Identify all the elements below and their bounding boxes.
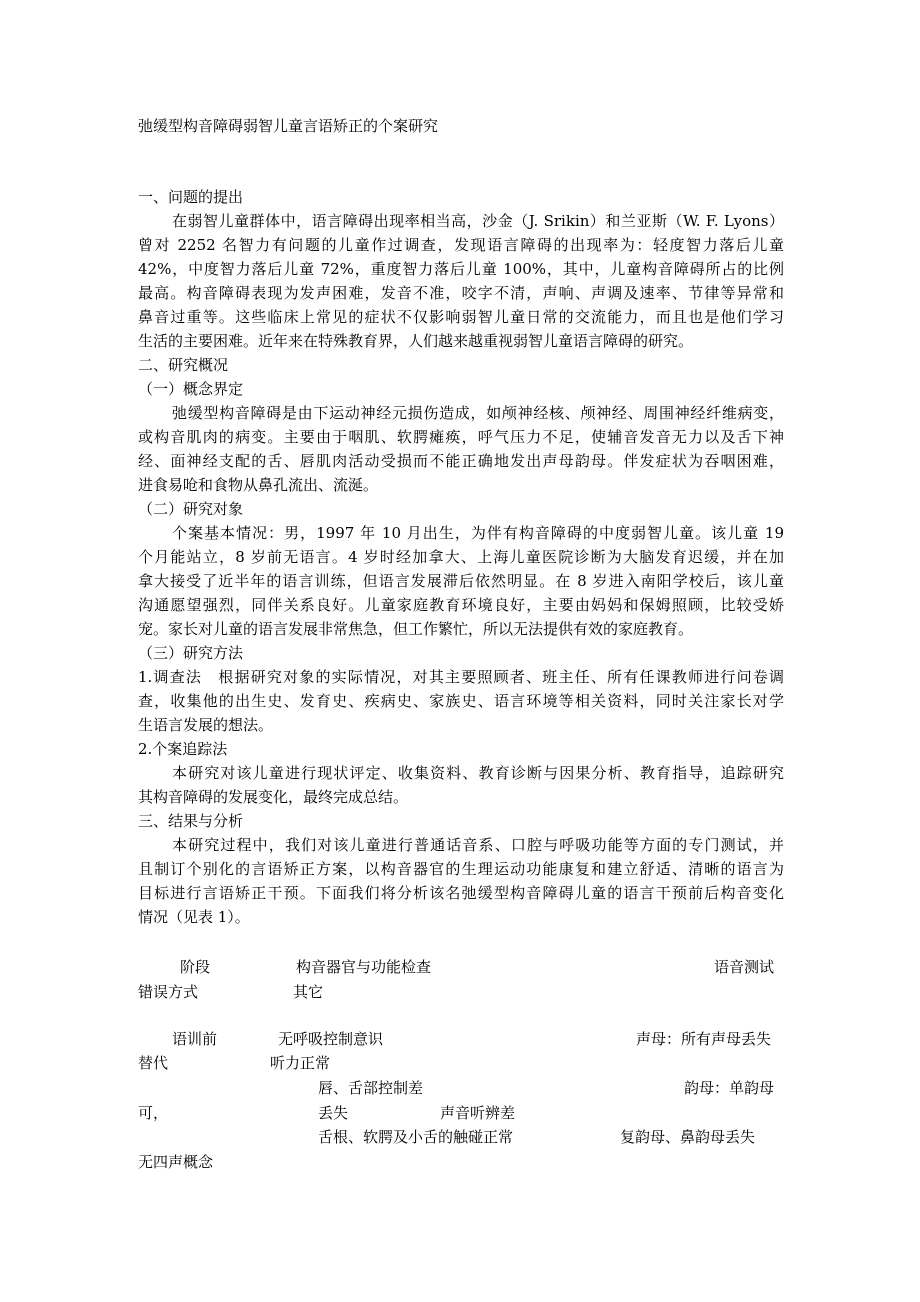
table-cell-organ: 无呼吸控制意识 [278,1030,384,1048]
paragraph-line: 最高。构音障碍表现为发声困难，发音不准，咬字不清，声响、声调及速率、节律等异常和 [138,284,784,302]
paragraph-line: 42%，中度智力落后儿童 72%，重度智力落后儿童 100%，其中，儿童构音障碍所占的比例 [138,260,784,278]
subsection-1-heading: （一）概念界定 [138,380,244,398]
table-cell-other: 声音听辨差 [440,1104,516,1122]
table-cell-organ: 唇、舌部控制差 [318,1079,424,1097]
table-cell-error: 丢失 [318,1104,349,1122]
paragraph-line: 本研究过程中，我们对该儿童进行普通话音系、口腔与呼吸功能等方面的专门测试，并 [172,836,784,854]
subsection-2-heading: （二）研究对象 [138,500,244,518]
paragraph-line: 1.调查法 根据研究对象的实际情况，对其主要照顾者、班主任、所有任课教师进行问卷调 [138,668,784,686]
paragraph-line: 情况（见表 1）。 [138,908,250,926]
table-header-error-type: 错误方式 [138,983,199,1001]
section-3-heading: 三、结果与分析 [138,812,244,830]
table-cell-speech: 复韵母、鼻韵母丢失 [620,1128,756,1146]
paragraph-line: 或构音肌肉的病变。主要由于咽肌、软腭瘫痪，呼气压力不足，使辅音发音无力以及舌下神 [138,428,784,446]
table-header-speech-test: 语音测试 [714,958,775,976]
table-header-other: 其它 [293,983,324,1001]
paragraph-line: 宠。家长对儿童的语言发展非常焦急，但工作繁忙，所以无法提供有效的家庭教育。 [138,620,694,638]
table-header-stage: 阶段 [180,958,211,976]
table-cell-other: 无四声概念 [138,1153,214,1171]
paragraph-line: 经、面神经支配的舌、唇肌肉活动受损而不能正确地发出声母韵母。伴发症状为吞咽困难， [138,452,784,470]
document-title: 弛缓型构音障碍弱智儿童言语矫正的个案研究 [138,117,439,135]
paragraph-line: 曾对 2252 名智力有问题的儿童作过调查，发现语言障碍的出现率为：轻度智力落后儿童 [138,236,784,254]
paragraph-line: 且制订个别化的言语矫正方案，以构音器官的生理运动功能康复和建立舒适、清晰的语言为 [138,860,784,878]
paragraph-line: 查，收集他的出生史、发育史、疾病史、家族史、语言环境等相关资料，同时关注家长对学 [138,692,784,710]
table-cell-speech: 韵母：单韵母 [684,1079,775,1097]
paragraph-line: 拿大接受了近半年的语言训练，但语言发展滞后依然明显。在 8 岁进入南阳学校后，该儿童 [138,572,784,590]
table-cell-other: 听力正常 [270,1054,331,1072]
section-1-heading: 一、问题的提出 [138,188,244,206]
table-cell-organ: 舌根、软腭及小舌的触碰正常 [318,1128,514,1146]
paragraph-line: 生活的主要困难。近年来在特殊教育界，人们越来越重视弱智儿童语言障碍的研究。 [138,332,694,350]
table-cell-error: 可， [138,1104,169,1122]
paragraph-line: 目标进行言语矫正干预。下面我们将分析该名弛缓型构音障碍儿童的语言干预前后构音变化 [138,884,784,902]
paragraph-line: 本研究对该儿童进行现状评定、收集资料、教育诊断与因果分析、教育指导，追踪研究 [172,764,784,782]
method-2-heading: 2.个案追踪法 [138,740,228,758]
table-header-organ-check: 构音器官与功能检查 [296,958,432,976]
paragraph-line: 进食易呛和食物从鼻孔流出、流涎。 [138,476,379,494]
table-cell-speech: 声母：所有声母丢失 [636,1030,772,1048]
paragraph-line: 沟通愿望强烈，同伴关系良好。儿童家庭教育环境良好，主要由妈妈和保姆照顾，比较受娇 [138,596,784,614]
table-cell-stage: 语训前 [172,1030,218,1048]
paragraph-line: 鼻音过重等。这些临床上常见的症状不仅影响弱智儿童日常的交流能力，而且也是他们学习 [138,308,784,326]
section-2-heading: 二、研究概况 [138,356,229,374]
paragraph-line: 在弱智儿童群体中，语言障碍出现率相当高，沙金（J. Srikin）和兰亚斯（W. F. Lyons） [172,212,784,230]
paragraph-line: 弛缓型构音障碍是由下运动神经元损伤造成，如颅神经核、颅神经、周围神经纤维病变， [172,404,784,422]
paragraph-line: 生语言发展的想法。 [138,716,274,734]
paragraph-line: 其构音障碍的发展变化，最终完成总结。 [138,788,409,806]
table-cell-error: 替代 [138,1054,169,1072]
paragraph-line: 个月能站立，8 岁前无语言。4 岁时经加拿大、上海儿童医院诊断为大脑发育迟缓，并在加 [138,548,784,566]
paragraph-line: 个案基本情况：男，1997 年 10 月出生，为伴有构音障碍的中度弱智儿童。该儿童 19 [172,524,784,542]
subsection-3-heading: （三）研究方法 [138,644,244,662]
